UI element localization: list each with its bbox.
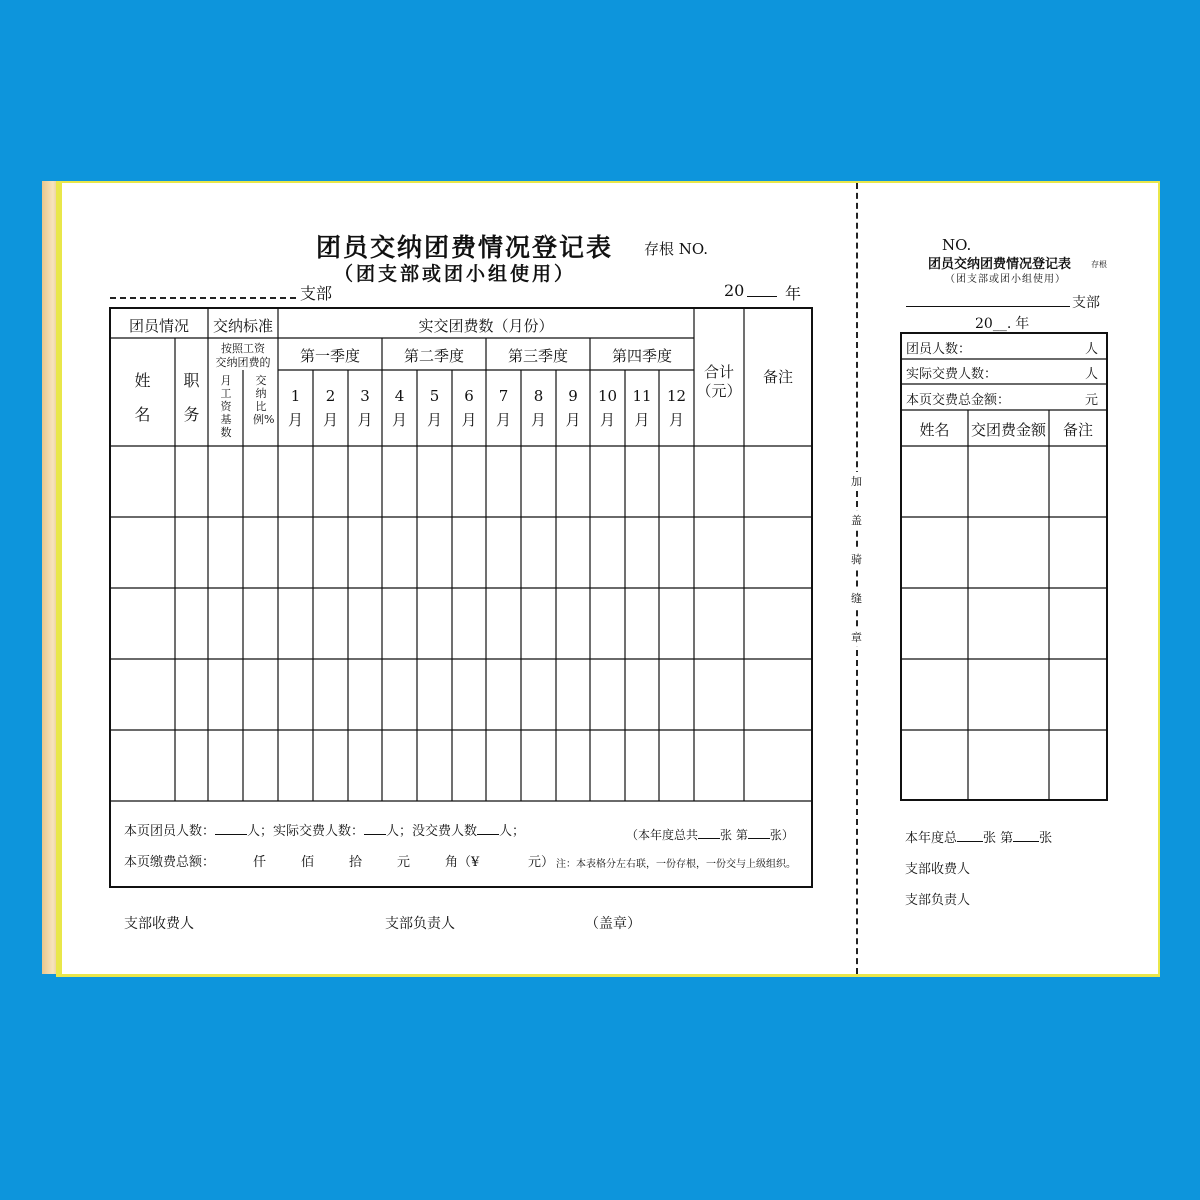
stub-label-sheet-end: 张 [1039,831,1053,846]
unit-hundred: 佰 [301,855,315,870]
header-quarter-4: 第四季度 [611,347,672,365]
label-paid-count: 人；实际交费人数： [247,824,365,839]
month-unit: 月 [530,411,546,429]
month-number: 6 [464,387,474,405]
header-position-1: 职 [183,371,200,390]
header-quarter-3: 第三季度 [507,347,568,365]
branch-label: 支部 [300,284,333,303]
seam-char: 盖 [851,511,862,529]
stub-collector: 支部收费人 [905,862,971,877]
form-subtitle: （团支部或团小组使用） [334,263,577,285]
label-unpaid-unit: 人； [499,824,526,839]
header-salary-base: 月工资基数 [220,374,232,439]
header-remark: 备注 [762,368,793,386]
stub-title-small: 存根 [1091,260,1107,269]
month-number: 5 [429,387,440,405]
stub-number-label: 存根 NO. [644,240,709,258]
header-member-info: 团员情况 [128,317,189,335]
stub-leader: 支部负责人 [905,893,971,908]
stub-paid-count-unit: 人 [1085,367,1099,382]
header-quarter-1: 第一季度 [299,347,360,365]
stub-paid-count-label: 实际交费人数： [906,367,998,382]
month-number: 7 [498,387,509,405]
header-quarter-2: 第二季度 [403,347,464,365]
seam-char: 缝 [851,589,862,607]
stub-label-year-total: 本年度总 [905,831,958,846]
stub-total-amount-label: 本页交费总金额： [906,393,1011,408]
stub-title: 团员交纳团费情况登记表 [928,257,1072,272]
month-number: 4 [394,387,405,405]
month-number: 2 [325,387,336,405]
header-standard-sub-2: 交纳团费的 [215,356,271,369]
stub-member-count-unit: 人 [1085,342,1099,357]
stub-branch-label: 支部 [1072,295,1100,311]
month-unit: 月 [634,411,650,429]
stub-number: NO. [942,236,972,254]
seam-char: 加 [851,472,862,490]
unit-yuan-close: 元） [528,855,555,870]
year-label: 年 [785,284,802,303]
signature-collector: 支部收费人 [124,916,194,932]
stub-header-remark: 备注 [1062,421,1093,439]
month-unit: 月 [495,411,511,429]
header-position-2: 务 [183,405,200,424]
header-ratio: 交纳比例% [253,374,275,426]
month-unit: 月 [287,411,303,429]
form-title: 团员交纳团费情况登记表 [316,233,614,262]
header-standard-sub-1: 按照工资 [221,342,265,355]
year-prefix: 20 [724,281,745,300]
month-unit: 月 [391,411,407,429]
header-name-2: 名 [134,405,151,424]
stub-label-sheet-no: 张 第 [983,831,1014,846]
label-unpaid-count: 人；没交费人数 [386,824,478,839]
header-standard: 交纳标准 [212,317,273,335]
month-number: 12 [666,387,687,405]
label-sheet-end: 张） [769,828,794,842]
unit-ten: 拾 [349,855,363,870]
stub-year-blank[interactable]: __. [992,316,1012,332]
month-number: 11 [632,387,652,405]
header-total-1: 合计 [703,363,734,381]
stub-total-amount-unit: 元 [1085,393,1099,408]
footer-amount-label: 本页缴费总额： [124,855,216,870]
stub-header-name: 姓名 [919,421,950,439]
month-unit: 月 [668,411,684,429]
stub-footer-year-total [905,827,1052,846]
unit-yuan: 元 [397,855,411,870]
stub-year-label: 年 [1015,316,1030,332]
header-name-1: 姓 [134,371,151,390]
month-number: 9 [568,387,578,405]
signature-leader: 支部负责人 [385,916,455,932]
stub-sheet-no-blank[interactable] [1013,829,1039,842]
label-year-total: （本年度总共 [626,828,699,842]
month-number: 3 [360,387,370,405]
unit-jiao: 角（¥ [445,855,480,870]
stub-member-count-label: 团员人数： [906,342,972,357]
month-unit: 月 [322,411,338,429]
month-number: 1 [290,387,301,405]
month-number: 10 [597,387,618,405]
month-unit: 月 [357,411,373,429]
month-unit: 月 [426,411,442,429]
signature-seal: （盖章） [585,916,641,932]
stub-year-prefix: 20 [975,316,993,332]
stub-subtitle: （团支部或团小组使用） [945,274,1066,285]
month-number: 8 [533,387,544,405]
stub-header-amount: 交团费金额 [970,421,1046,439]
seam-char: 骑 [851,550,862,568]
footer-note: 注：本表格分左右联，一份存根，一份交与上级组织。 [556,859,796,870]
month-unit: 月 [565,411,581,429]
header-actual-fees: 实交团费数（月份） [418,317,554,335]
label-members: 本页团员人数： [124,824,216,839]
stub-year-total-blank[interactable] [957,829,983,842]
label-sheet-no: 张 第 [720,828,748,842]
month-unit: 月 [599,411,615,429]
unit-thousand: 仟 [253,855,267,870]
month-unit: 月 [461,411,477,429]
header-total-2: （元） [696,382,742,400]
seam-char: 章 [851,628,862,646]
